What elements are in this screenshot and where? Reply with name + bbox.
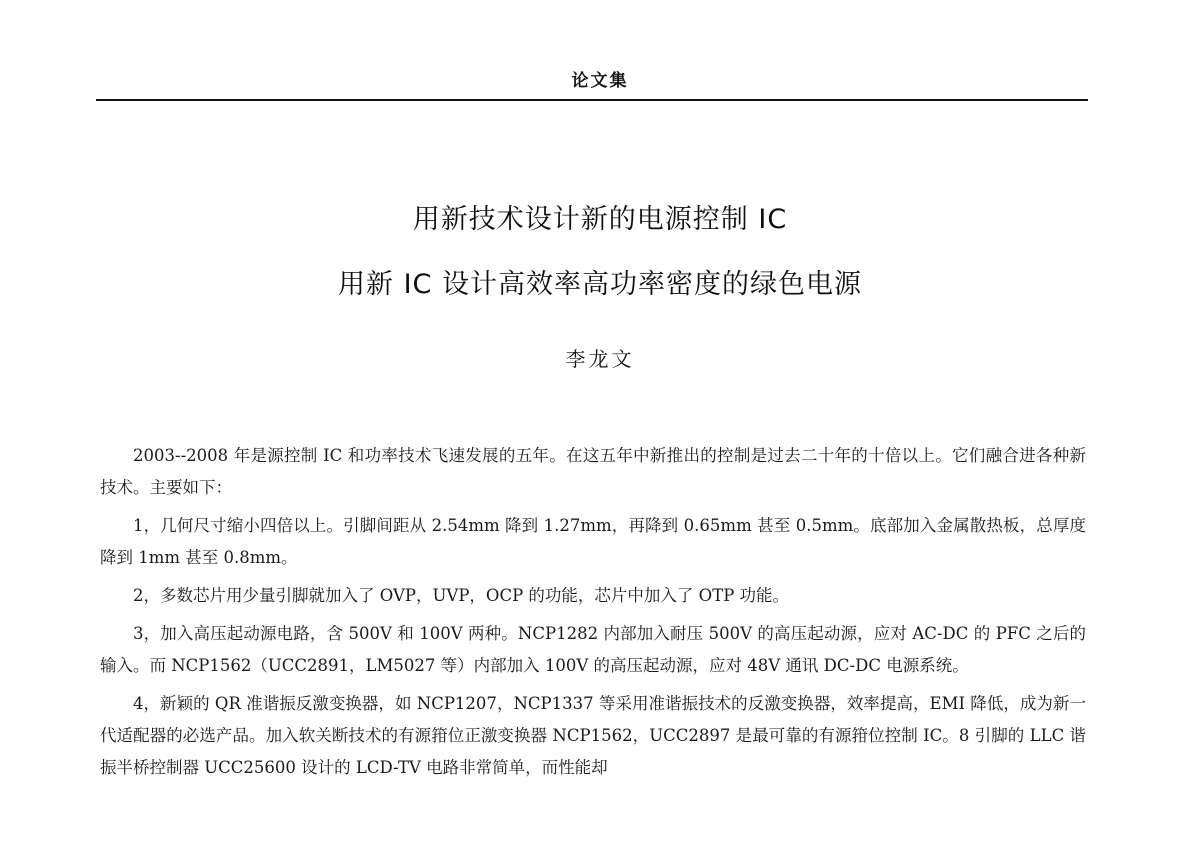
running-header: 论文集: [571, 71, 629, 91]
header-rule: [96, 99, 1088, 101]
title-line-2: 用新 IC 设计高效率高功率密度的绿色电源: [338, 269, 862, 300]
paragraph-item-2: 2，多数芯片用少量引脚就加入了 OVP，UVP，OCP 的功能，芯片中加入了 OTP 功能。: [133, 586, 790, 605]
paragraph-item-3: 3，加入高压起动源电路，含 500V 和 100V 两种。NCP1282 内部加入耐压 500V 的高压起动源，应对 AC-DC 的 PFC 之后的输入。而 NCP1562（UCC2891，LM5027 等）内部加入 100V 的高压起动源，应对 48V 通讯 DC-DC 电源系统。: [100, 624, 1086, 675]
author-name: 李龙文: [565, 347, 635, 371]
paragraph-intro: 2003--2008 年是源控制 IC 和功率技术飞速发展的五年。在这五年中新推出的控制是过去二十年的十倍以上。它们融合进各种新技术。主要如下：: [100, 446, 1086, 497]
body-text: [100, 440, 1086, 790]
paragraph-item-4: 4，新颖的 QR 准谐振反激变换器，如 NCP1207，NCP1337 等采用准谐振技术的反激变换器，效率提高，EMI 降低，成为新一代适配器的必选产品。加入软关断技术的有源箝位正激变换器 NCP1562，UCC2897 是最可靠的有源箝位控制 IC。8 引脚的 LLC 谐振半桥控制器 UCC25600 设计的 LCD-TV 电路非常简单，而性能却: [100, 694, 1086, 777]
paragraph-item-1: 1，几何尺寸缩小四倍以上。引脚间距从 2.54mm 降到 1.27mm，再降到 0.65mm 甚至 0.5mm。底部加入金属散热板，总厚度降到 1mm 甚至 0.8mm。: [100, 516, 1086, 567]
title-line-1: 用新技术设计新的电源控制 IC: [412, 204, 788, 235]
